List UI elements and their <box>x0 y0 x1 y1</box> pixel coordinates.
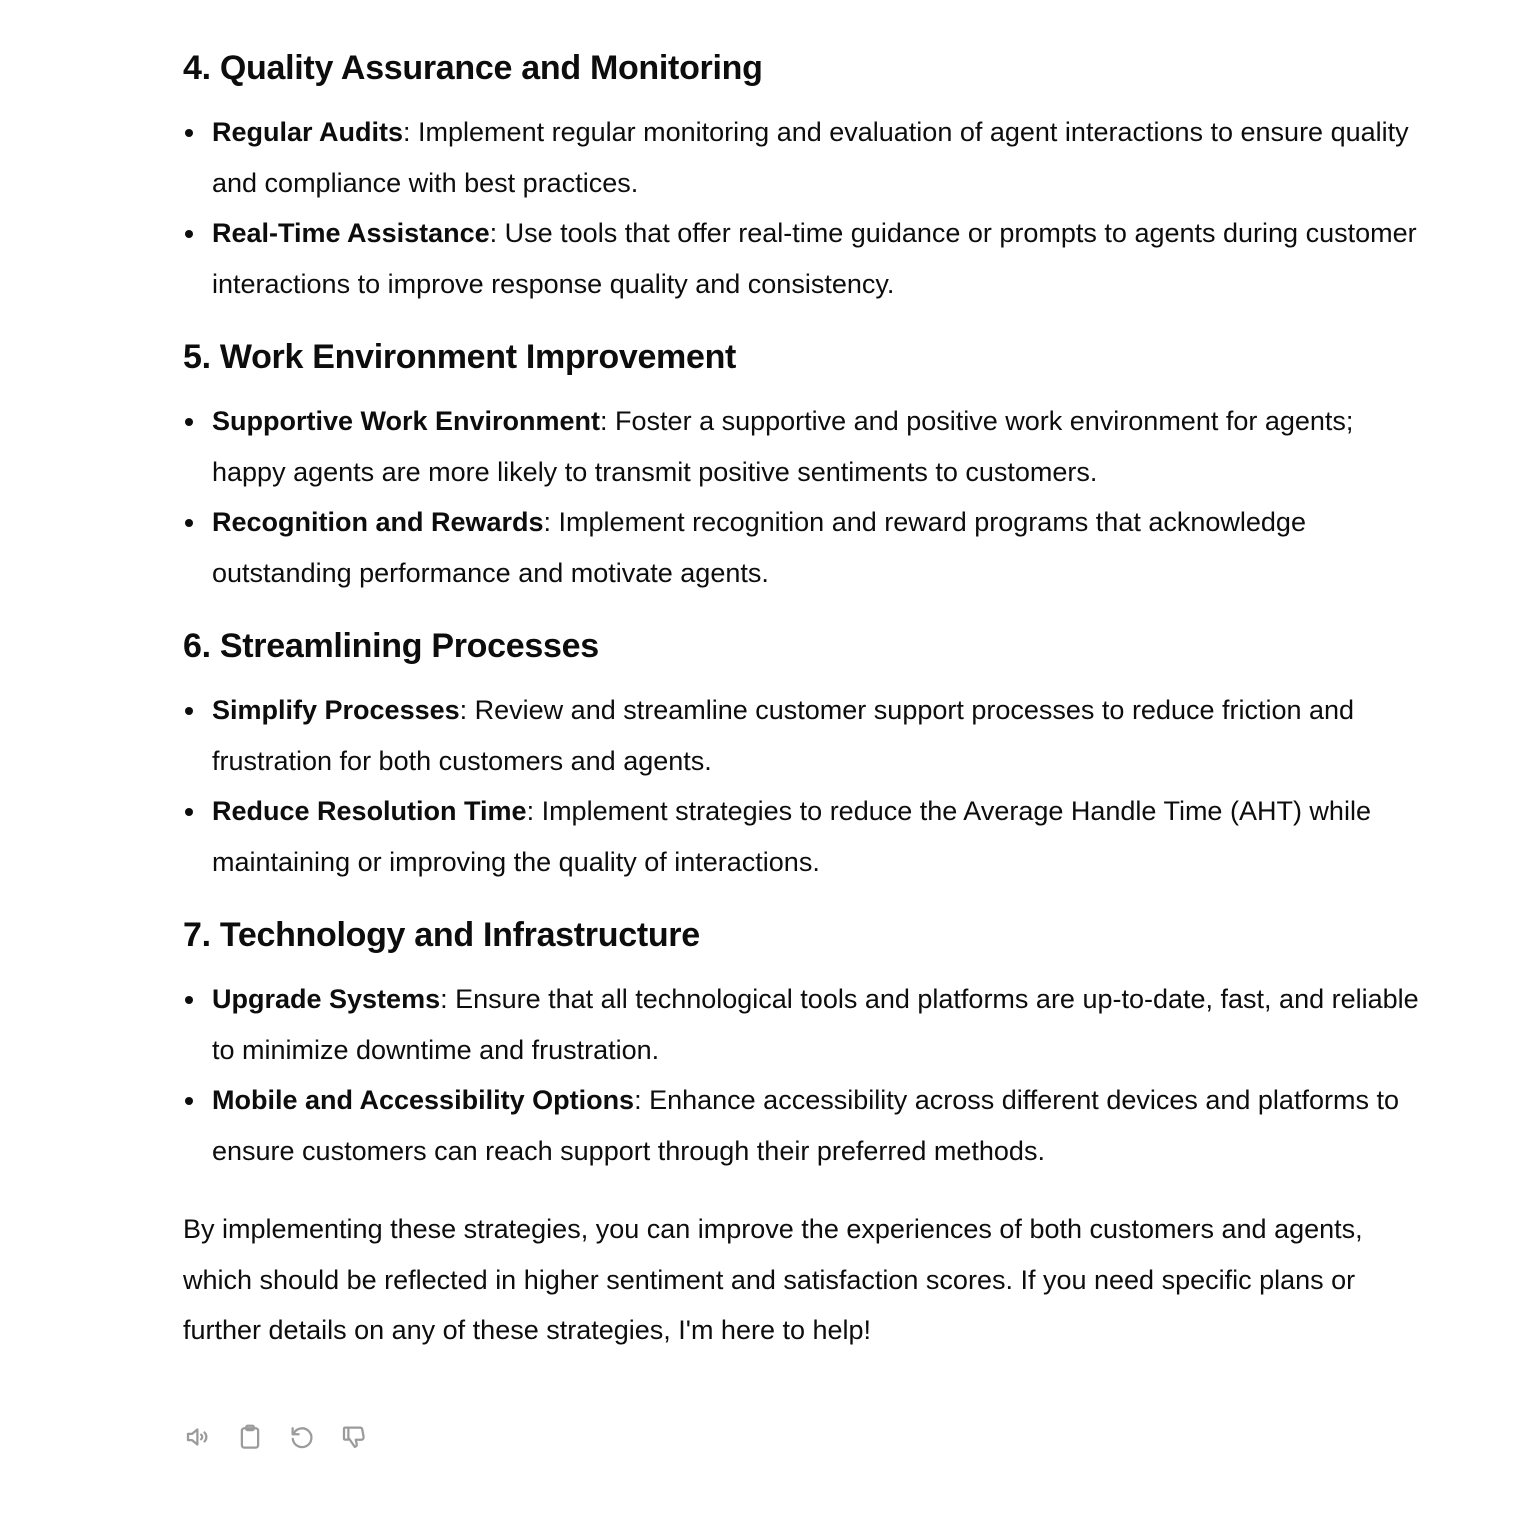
regenerate-button[interactable] <box>287 1421 317 1453</box>
list-item <box>183 497 1433 598</box>
assistant-message <box>183 40 1433 1356</box>
bullet-term: Real-Time Assistance <box>212 218 490 248</box>
list-item <box>183 396 1433 497</box>
read-aloud-button[interactable] <box>183 1421 213 1453</box>
speaker-icon <box>183 1422 213 1452</box>
bullet-term: Recognition and Rewards <box>212 507 544 537</box>
list-item <box>183 1075 1433 1176</box>
message-actions-bar <box>183 1421 369 1453</box>
bullet-list <box>183 685 1433 887</box>
regenerate-icon <box>287 1422 317 1452</box>
copy-button[interactable] <box>235 1421 265 1453</box>
bullet-list <box>183 396 1433 598</box>
bullet-text: : Enhance accessibility across different devices and platforms to ensure customers can reach support through their preferred methods. <box>212 1085 1399 1166</box>
bullet-text: : Implement regular monitoring and evaluation of agent interactions to ensure quality and compliance with best practices. <box>212 117 1409 198</box>
list-item <box>183 107 1433 208</box>
bullet-term: Mobile and Accessibility Options <box>212 1085 635 1115</box>
section-heading: 5. Work Environment Improvement <box>183 338 737 376</box>
section-heading: 6. Streamlining Processes <box>183 627 599 665</box>
conclusion-paragraph: By implementing these strategies, you can improve the experiences of both customers and agents, which should be reflected in higher sentiment and satisfaction scores. If you need specific plans or further details on any of these strategies, I'm here to help! <box>183 1214 1363 1345</box>
bullet-text: : Ensure that all technological tools and platforms are up-to-date, fast, and reliable to minimize downtime and frustration. <box>212 984 1419 1065</box>
bullet-text: : Review and streamline customer support processes to reduce friction and frustration for both customers and agents. <box>212 695 1355 776</box>
list-item <box>183 786 1433 887</box>
section-heading: 7. Technology and Infrastructure <box>183 916 700 954</box>
bullet-list <box>183 107 1433 309</box>
bullet-list <box>183 974 1433 1176</box>
bullet-term: Regular Audits <box>212 117 404 147</box>
bad-response-button[interactable] <box>339 1421 369 1453</box>
bullet-text: : Implement recognition and reward programs that acknowledge outstanding performance and motivate agents. <box>212 507 1306 588</box>
bullet-text: : Use tools that offer real-time guidance or prompts to agents during customer interactions to improve response quality and consistency. <box>212 218 1417 299</box>
bullet-term: Simplify Processes <box>212 695 460 725</box>
bullet-term: Upgrade Systems <box>212 984 441 1014</box>
clipboard-icon <box>235 1422 265 1452</box>
bullet-term: Supportive Work Environment <box>212 406 601 436</box>
thumbs-down-icon <box>339 1422 369 1452</box>
list-item <box>183 974 1433 1075</box>
bullet-term: Reduce Resolution Time <box>212 796 527 826</box>
list-item <box>183 685 1433 786</box>
section-heading: 4. Quality Assurance and Monitoring <box>183 49 763 87</box>
bullet-text: : Implement strategies to reduce the Average Handle Time (AHT) while maintaining or improving the quality of interactions. <box>212 796 1371 877</box>
bullet-text: : Foster a supportive and positive work environment for agents; happy agents are more likely to transmit positive sentiments to customers. <box>212 406 1354 487</box>
list-item <box>183 208 1433 309</box>
